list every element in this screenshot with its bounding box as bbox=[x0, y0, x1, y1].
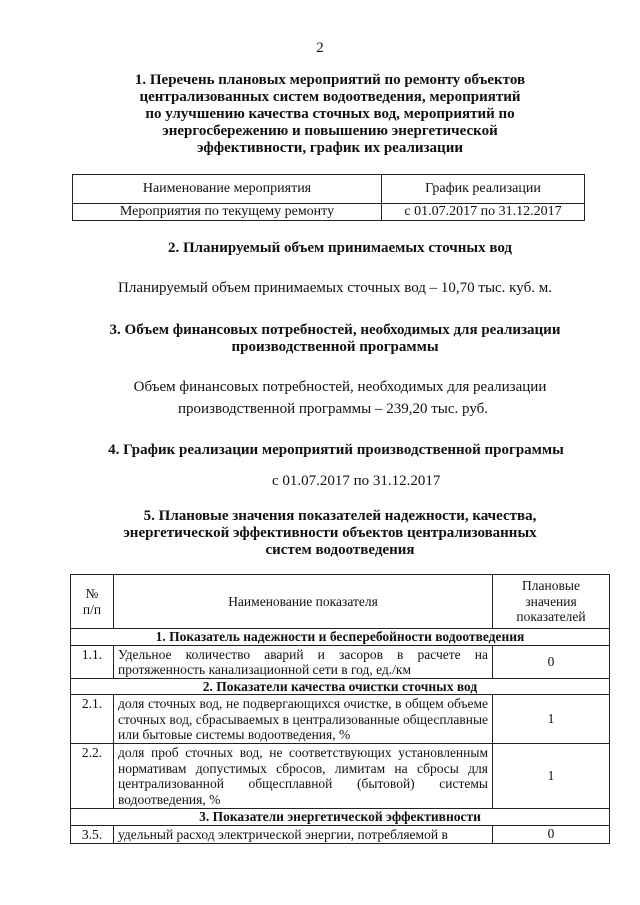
group-row bbox=[71, 809, 610, 826]
table-header-row bbox=[71, 575, 610, 629]
section-4-title: 4. График реализации мероприятий производственной программы bbox=[108, 442, 564, 458]
column-header-number bbox=[71, 575, 114, 629]
activities-table bbox=[72, 174, 585, 221]
indicator-name: доля сточных вод, не подвергающихся очистке, в общем объеме сточных вод, сбрасываемых в централизованные общесплавные или бытовые системы водоотведения, % bbox=[114, 695, 493, 744]
section-3-text-line: производственной программы – 239,20 тыс. руб. bbox=[178, 401, 489, 417]
activity-cell: Мероприятия по текущему ремонту bbox=[73, 204, 382, 221]
group-title-reliability: 1. Показатель надежности и бесперебойности водоотведения bbox=[71, 629, 610, 646]
section-2-text: Планируемый объем принимаемых сточных вод – 10,70 тыс. куб. м. bbox=[118, 280, 552, 296]
row-number: 1.1. bbox=[71, 645, 114, 678]
table-row bbox=[71, 744, 610, 809]
section-3-title bbox=[50, 322, 620, 356]
section-2-title: 2. Планируемый объем принимаемых сточных вод bbox=[167, 240, 513, 256]
section-1-title-line: централизованных систем водоотведения, мероприятий bbox=[139, 89, 521, 105]
column-header-planned-values bbox=[493, 575, 610, 629]
section-1-title-line: энергосбережению и повышению энергетической bbox=[162, 123, 498, 139]
table-row bbox=[71, 695, 610, 744]
table-row bbox=[71, 825, 610, 843]
group-row bbox=[71, 678, 610, 695]
schedule-cell: с 01.07.2017 по 31.12.2017 bbox=[382, 204, 585, 221]
group-row bbox=[71, 629, 610, 646]
section-5-title-line: энергетической эффективности объектов централизованных bbox=[123, 525, 537, 541]
table-header-row bbox=[73, 175, 585, 204]
header-num-line: № bbox=[85, 586, 99, 601]
section-3-title-line: производственной программы bbox=[231, 339, 439, 355]
section-3-text-line: Объем финансовых потребностей, необходимых для реализации bbox=[133, 379, 547, 395]
section-3-text bbox=[90, 376, 590, 420]
indicator-value: 1 bbox=[493, 695, 610, 744]
section-1-title-line: эффективности, график их реализации bbox=[197, 140, 463, 156]
column-header-activity: Наименование мероприятия bbox=[73, 175, 382, 204]
group-title-energy-efficiency: 3. Показатели энергетической эффективности bbox=[71, 809, 610, 826]
table-row bbox=[73, 204, 585, 221]
page-number: 2 bbox=[316, 40, 324, 56]
row-number: 2.1. bbox=[71, 695, 114, 744]
group-title-treatment-quality: 2. Показатели качества очистки сточных вод bbox=[71, 678, 610, 695]
section-5-title bbox=[40, 508, 640, 559]
indicator-value: 0 bbox=[493, 645, 610, 678]
header-value-line: значения bbox=[525, 593, 577, 609]
section-1-title-line: 1. Перечень плановых мероприятий по ремонту объектов bbox=[134, 72, 526, 88]
indicator-name: доля проб сточных вод, не соответствующих установленным нормативам допустимых сбросов, лимитам на сбросы для централизованной общесплавной (бытовой) системы водоотведения, % bbox=[114, 744, 493, 809]
column-header-schedule: График реализации bbox=[382, 175, 585, 204]
header-value-line: показателей bbox=[516, 609, 586, 625]
section-1-title-line: по улучшению качества сточных вод, мероприятий по bbox=[145, 106, 515, 122]
row-number: 2.2. bbox=[71, 744, 114, 809]
section-4-text: с 01.07.2017 по 31.12.2017 bbox=[272, 473, 441, 489]
indicators-table bbox=[70, 574, 610, 844]
section-3-title-line: 3. Объем финансовых потребностей, необходимых для реализации bbox=[109, 322, 561, 338]
header-num-line: п/п bbox=[82, 601, 102, 617]
column-header-indicator: Наименование показателя bbox=[114, 575, 493, 629]
indicator-value: 0 bbox=[493, 825, 610, 843]
indicator-name: удельный расход электрической энергии, потребляемой в bbox=[114, 825, 493, 843]
table-row bbox=[71, 645, 610, 678]
section-5-title-line: систем водоотведения bbox=[265, 542, 415, 558]
row-number: 3.5. bbox=[71, 825, 114, 843]
section-5-title-line: 5. Плановые значения показателей надежности, качества, bbox=[143, 508, 537, 524]
header-value-line: Плановые bbox=[522, 578, 580, 594]
indicator-value: 1 bbox=[493, 744, 610, 809]
section-1-title bbox=[60, 72, 600, 157]
indicator-name: Удельное количество аварий и засоров в расчете на протяженность канализационной сети в год, ед./км bbox=[114, 645, 493, 678]
